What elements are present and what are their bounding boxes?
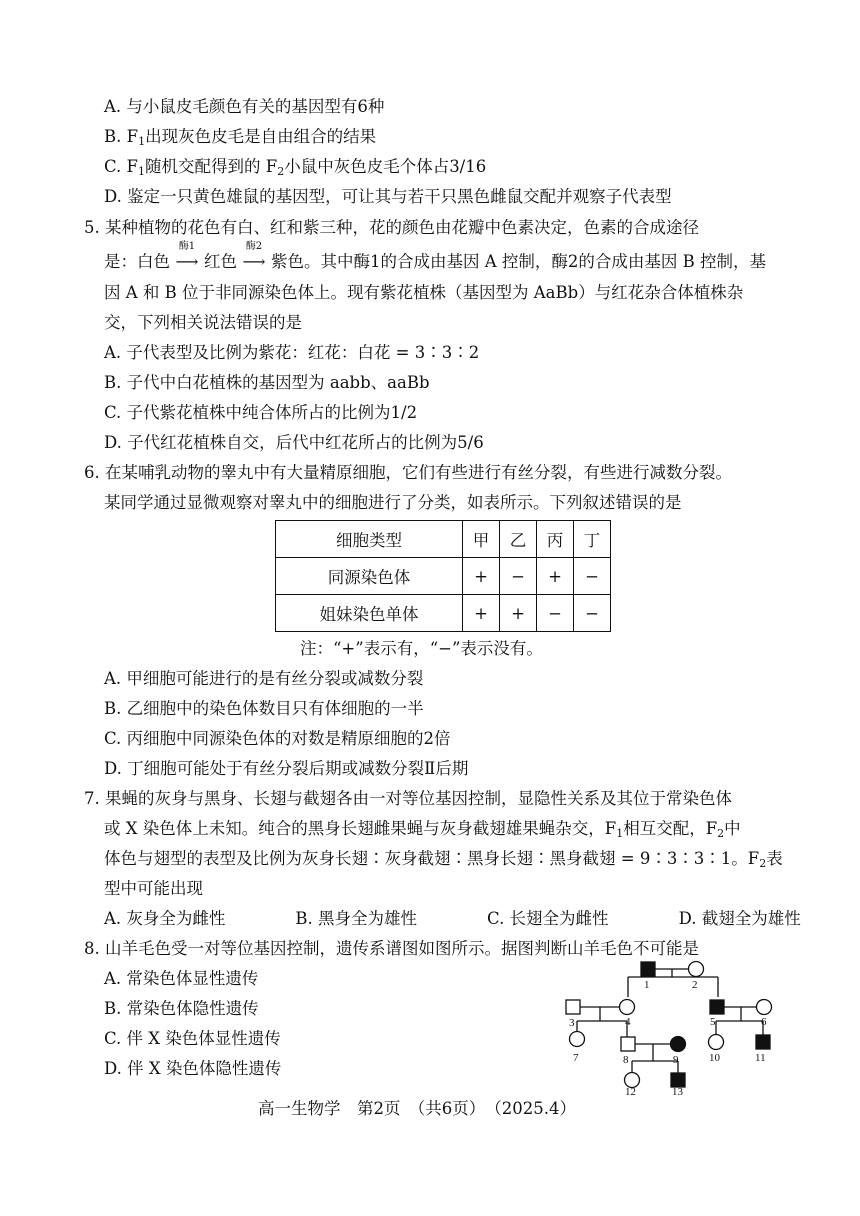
pedigree-label: 2: [692, 979, 698, 991]
individual-13: [671, 1073, 685, 1087]
table-cell: 丁: [574, 521, 611, 558]
table-cell: +: [463, 595, 500, 632]
pedigree-label: 13: [672, 1086, 683, 1095]
individual-2: [689, 962, 704, 977]
pedigree-label: 6: [761, 1016, 767, 1028]
individual-10: [709, 1035, 724, 1050]
q5-stem-line1: 5. 某种植物的花色有白、红和紫三种，花的颜色由花瓣中色素决定，色素的合成途径: [84, 218, 699, 237]
pedigree-label: 5: [710, 1016, 716, 1028]
table-note: 注：“+”表示有，“−”表示没有。: [300, 639, 543, 658]
q8-stem: 8. 山羊毛色受一对等位基因控制，遗传系谱图如图所示。据图判断山羊毛色不可能是: [84, 939, 699, 958]
q7-option-b: B. 黑身全为雄性: [295, 909, 418, 928]
q7-stem-line1: 7. 果蝇的灰身与黑身、长翅与截翅各由一对等位基因控制，显隐性关系及其位于常染色体: [84, 789, 732, 808]
q7-option-a: A. 灰身全为雌性: [104, 909, 226, 928]
table-cell: −: [500, 558, 537, 595]
q5-option-a: A. 子代表型及比例为紫花：红花：白花 = 3∶3∶2: [104, 343, 480, 362]
q6-stem-line2: 某同学通过显微观察对睾丸中的细胞进行了分类，如表所示。下列叙述错误的是: [104, 493, 682, 512]
q5-stem-line2: [104, 241, 767, 273]
q4-option-b: B. $F_1$出现灰色皮毛是自由组合的结果: [104, 127, 377, 148]
q4-option-c: C. $F_1$随机交配得到的 $F_2$小鼠中灰色皮毛个体占3/16: [104, 157, 487, 178]
q5-red-label: 红色: [204, 252, 237, 271]
individual-11: [756, 1035, 770, 1049]
q4-option-a: A. 与小鼠皮毛颜色有关的基因型有6种: [104, 97, 385, 116]
table-row: [276, 595, 611, 632]
q7-stem-line2: 或 X 染色体上未知。纯合的黑身长翅雌果蝇与灰身截翅雄果蝇杂交，$F_1$相互交配，$F_2$中: [104, 819, 741, 840]
q5-option-d: D. 子代红花植株自交，后代中红花所占的比例为5/6: [104, 433, 484, 452]
enzyme2-arrow: 酶2 ⟶: [237, 251, 271, 273]
pedigree-label: 10: [709, 1052, 720, 1064]
q8-option-d: D. 伴 X 染色体隐性遗传: [104, 1059, 282, 1078]
pedigree-label: 1: [644, 979, 650, 991]
q6-option-a: A. 甲细胞可能进行的是有丝分裂或减数分裂: [104, 669, 424, 688]
pedigree-diagram: [555, 955, 795, 1095]
q6-option-d: D. 丁细胞可能处于有丝分裂后期或减数分裂Ⅱ后期: [104, 759, 469, 778]
q5-option-b: B. 子代中白花植株的基因型为 aabb、aaBb: [104, 373, 430, 392]
pedigree-label: 4: [625, 1016, 631, 1028]
q7-options: [104, 908, 801, 930]
table-cell: +: [500, 595, 537, 632]
table-cell: −: [537, 595, 574, 632]
q5-option-c: C. 子代紫花植株中纯合体所占的比例为1/2: [104, 403, 418, 422]
pedigree-label: 7: [573, 1052, 579, 1064]
individual-9: [671, 1037, 686, 1052]
table-cell: 细胞类型: [276, 521, 463, 558]
q7-stem-line4: 型中可能出现: [104, 879, 203, 898]
individual-5: [710, 1000, 724, 1014]
individual-8: [621, 1037, 635, 1051]
q8-option-b: B. 常染色体隐性遗传: [104, 999, 259, 1018]
individual-3: [566, 1000, 580, 1014]
table-cell: −: [574, 558, 611, 595]
page-footer: 高一生物学 第2页 （共6页） （2025.4）: [258, 1099, 576, 1118]
pedigree-label: 3: [569, 1017, 575, 1029]
pedigree-label: 11: [755, 1052, 766, 1064]
table-row: [276, 558, 611, 595]
q5-stem-line3: 因 A 和 B 位于非同源染色体上。现有紫花植株（基因型为 AaBb）与红花杂合体植株杂: [104, 283, 744, 302]
pedigree-label: 8: [623, 1054, 629, 1066]
table-header-row: [276, 521, 611, 558]
table-cell: 甲: [463, 521, 500, 558]
table-cell: 乙: [500, 521, 537, 558]
q7-option-d: D. 截翅全为雄性: [678, 909, 801, 928]
individual-6: [757, 1000, 772, 1015]
q5-stem-line4: 交，下列相关说法错误的是: [104, 313, 302, 332]
q5-white-label: 是：白色: [104, 252, 170, 271]
q6-option-b: B. 乙细胞中的染色体数目只有体细胞的一半: [104, 699, 424, 718]
enzyme1-label: 酶1: [178, 241, 196, 252]
individual-7: [570, 1032, 585, 1047]
individual-4: [620, 1000, 635, 1015]
cell-type-table: [275, 520, 611, 632]
pedigree-label: 12: [625, 1086, 636, 1095]
table-cell: 姐妹染色单体: [276, 595, 463, 632]
pedigree-label: 9: [673, 1054, 679, 1066]
table-cell: +: [463, 558, 500, 595]
q6-stem-line1: 6. 在某哺乳动物的睾丸中有大量精原细胞，它们有些进行有丝分裂，有些进行减数分裂。: [84, 463, 732, 482]
q7-option-c: C. 长翅全为雌性: [487, 909, 609, 928]
q4-option-d: D. 鉴定一只黄色雄鼠的基因型，可让其与若干只黑色雌鼠交配并观察子代表型: [104, 187, 672, 206]
table-cell: 同源染色体: [276, 558, 463, 595]
table-cell: −: [574, 595, 611, 632]
q8-option-a: A. 常染色体显性遗传: [104, 969, 259, 988]
table-cell: 丙: [537, 521, 574, 558]
enzyme2-label: 酶2: [245, 241, 263, 252]
q6-option-c: C. 丙细胞中同源染色体的对数是精原细胞的2倍: [104, 729, 451, 748]
individual-1: [641, 962, 655, 976]
q7-stem-line3: 体色与翅型的表型及比例为灰身长翅∶灰身截翅∶黑身长翅∶黑身截翅 = 9∶3∶3∶1。$F_2$表: [104, 849, 783, 870]
q5-stem-line2-rest: 紫色。其中酶1的合成由基因 A 控制，酶2的合成由基因 B 控制，基: [271, 252, 767, 271]
table-cell: +: [537, 558, 574, 595]
q8-option-c: C. 伴 X 染色体显性遗传: [104, 1029, 281, 1048]
enzyme1-arrow: 酶1 ⟶: [170, 251, 204, 273]
